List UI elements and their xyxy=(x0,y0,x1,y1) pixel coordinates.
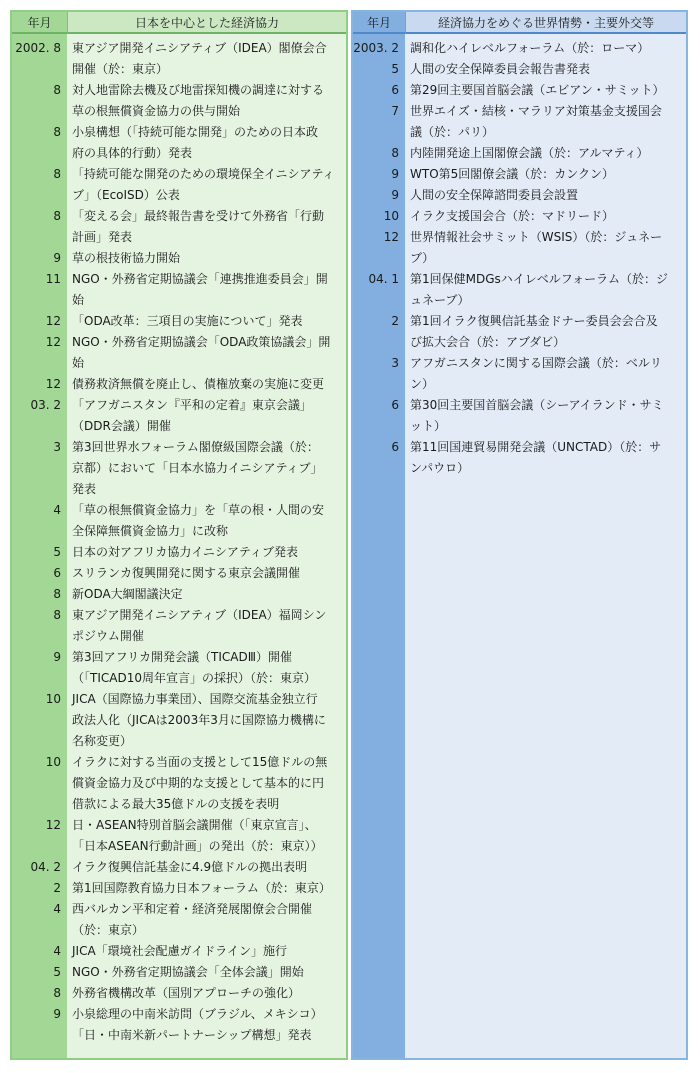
table-row xyxy=(12,1004,346,1046)
table-row xyxy=(12,962,346,983)
table-row xyxy=(12,332,346,374)
event-text-line: 借款による最大35億ドルの支援を表明 xyxy=(72,797,280,811)
year-month-cell: 8 xyxy=(53,608,61,622)
event-text-line: アフガニスタンに関する国際会議（於：ベルリ xyxy=(410,356,662,370)
event-cell xyxy=(67,941,346,962)
event-text-line: 世界情報社会サミット（WSIS）（於：ジュネー xyxy=(410,230,663,244)
event-cell xyxy=(67,437,346,500)
event-text-line: 世界エイズ・結核・マラリア対策基金支援国会 xyxy=(410,104,662,118)
year-month-cell: 5 xyxy=(53,965,61,979)
event-text-line: ポジウム開催 xyxy=(72,629,144,643)
table-row xyxy=(353,395,686,437)
event-text-line: 東アジア開発イニシアティブ（IDEA）福岡シン xyxy=(72,608,327,622)
event-cell xyxy=(67,164,346,206)
event-text-line: 西バルカン平和定着・経済発展閣僚会合開催 xyxy=(72,902,313,916)
event-text-line: 京都）において「日本水協力イニシアティブ」 xyxy=(72,461,323,475)
year-month-cell: 8 xyxy=(53,209,61,223)
year-month-cell: 3 xyxy=(391,356,399,370)
event-text-line: 「アフガニスタン『平和の定着』東京会議」 xyxy=(72,398,312,412)
event-text-line: （DDR会議）開催 xyxy=(72,419,171,433)
table-row xyxy=(12,563,346,584)
event-text-line: 始 xyxy=(72,356,85,370)
year-month-cell: 8 xyxy=(391,146,399,160)
event-cell xyxy=(67,605,346,647)
table-row xyxy=(12,38,346,80)
events-header: 日本を中心とした経済協力 xyxy=(67,12,346,34)
event-cell xyxy=(67,269,346,311)
table-row xyxy=(12,311,346,332)
table-row xyxy=(12,878,346,899)
event-text-line: 小泉総理の中南米訪問（ブラジル、メキシコ） xyxy=(72,1007,323,1021)
event-cell xyxy=(67,395,346,437)
event-text-line: 第1回保健MDGsハイレベルフォーラム（於：ジ xyxy=(410,272,669,286)
year-month-cell: 4 xyxy=(53,902,61,916)
event-text-line: JICA（国際協力事業団）、国際交流基金独立行 xyxy=(72,692,318,706)
table-row xyxy=(12,941,346,962)
event-cell xyxy=(67,815,346,857)
year-month-cell: 9 xyxy=(391,188,399,202)
year-month-cell: 04. 1 xyxy=(368,272,399,286)
year-month-cell: 9 xyxy=(53,251,61,265)
event-text-line: び拡大会合（於：アブダビ） xyxy=(410,335,566,349)
table-row xyxy=(12,206,346,248)
table-row xyxy=(12,605,346,647)
event-text-line: 第3回アフリカ開発会議（TICADⅢ）開催 xyxy=(72,650,293,664)
event-cell xyxy=(67,878,346,899)
table-row xyxy=(353,185,686,206)
year-month-cell: 4 xyxy=(53,944,61,958)
year-month-cell: 5 xyxy=(391,62,399,76)
event-cell xyxy=(405,185,686,206)
event-text-line: 「持続可能な開発のための環境保全イニシアティ xyxy=(72,167,335,181)
event-text-line: イラク復興信託基金に4.9億ドルの拠出表明 xyxy=(72,860,308,874)
event-text-line: 東アジア開発イニシアティブ（IDEA）閣僚会合 xyxy=(72,41,327,55)
table-body xyxy=(12,38,346,1046)
year-month-cell: 12 xyxy=(45,314,61,328)
event-text-line: 内陸開発途上国閣僚会議（於：アルマティ） xyxy=(410,146,649,160)
table-row xyxy=(12,542,346,563)
year-month-cell: 8 xyxy=(53,83,61,97)
table-row xyxy=(12,899,346,941)
event-text-line: ブ） xyxy=(410,251,435,265)
year-month-cell: 04. 2 xyxy=(30,860,61,874)
event-text-line: 草の根無償資金協力の供与開始 xyxy=(72,104,241,118)
table-row xyxy=(12,395,346,437)
event-cell xyxy=(67,647,346,689)
table-row xyxy=(353,437,686,479)
event-text-line: JICA「環境社会配慮ガイドライン」施行 xyxy=(72,944,287,958)
event-text-line: NGO・外務省定期協議会「全体会議」開始 xyxy=(72,965,304,979)
event-text-line: 債務救済無償を廃止し、債権放棄の実施に変更 xyxy=(72,377,325,391)
economic-cooperation-table xyxy=(10,10,348,1060)
event-text-line: （「TICAD10周年宣言」の採択）（於：東京） xyxy=(72,671,316,685)
event-cell xyxy=(67,38,346,80)
year-month-cell: 8 xyxy=(53,986,61,1000)
table-row xyxy=(12,374,346,395)
event-text-line: イラクに対する当面の支援として15億ドルの無 xyxy=(72,755,328,769)
event-cell xyxy=(67,80,346,122)
event-text-line: 「日本ASEAN行動計画」の発出（於：東京）） xyxy=(72,839,323,853)
table-row xyxy=(12,122,346,164)
table-row xyxy=(353,206,686,227)
events-header: 経済協力をめぐる世界情勢・主要外交等 xyxy=(405,12,686,34)
event-text-line: 第1回国際教育協力日本フォーラム（於：東京） xyxy=(72,881,331,895)
year-month-cell: 5 xyxy=(53,545,61,559)
event-text-line: 全保障無償資金協力」に改称 xyxy=(72,524,229,538)
event-cell xyxy=(67,899,346,941)
event-text-line: 第11回国連貿易開発会議（UNCTAD）（於：サ xyxy=(410,440,662,454)
event-text-line: 第3回世界水フォーラム閣僚級国際会議（於： xyxy=(72,440,319,454)
event-cell xyxy=(67,983,346,1004)
year-month-cell: 10 xyxy=(45,755,61,769)
event-cell xyxy=(67,857,346,878)
table-row xyxy=(12,584,346,605)
table-row xyxy=(353,164,686,185)
year-month-cell: 2 xyxy=(53,881,61,895)
event-text-line: ン） xyxy=(410,377,435,391)
year-month-cell: 9 xyxy=(53,1007,61,1021)
event-cell xyxy=(67,122,346,164)
event-text-line: 政法人化（JICAは2003年3月に国際協力機構に xyxy=(72,713,326,727)
event-text-line: 第29回主要国首脳会議（エビアン・サミット） xyxy=(410,83,665,97)
event-text-line: 対人地雷除去機及び地雷探知機の調達に対する xyxy=(72,83,325,97)
event-text-line: ンパウロ） xyxy=(410,461,470,475)
world-affairs-table xyxy=(351,10,688,1060)
event-cell xyxy=(405,206,686,227)
event-cell xyxy=(405,395,686,437)
year-month-cell: 8 xyxy=(53,125,61,139)
event-cell xyxy=(405,311,686,353)
event-text-line: 調和化ハイレベルフォーラム（於：ローマ） xyxy=(410,41,650,55)
event-cell xyxy=(67,500,346,542)
event-cell xyxy=(67,248,346,269)
event-text-line: 計画」発表 xyxy=(72,230,133,244)
event-text-line: 「日・中南米新パートナーシップ構想」発表 xyxy=(72,1028,312,1042)
event-text-line: 「変える会」最終報告書を受けて外務省「行動 xyxy=(72,209,325,223)
year-month-cell: 10 xyxy=(45,692,61,706)
event-text-line: スリランカ復興開発に関する東京会議開催 xyxy=(72,566,301,580)
year-month-cell: 8 xyxy=(53,587,61,601)
year-month-cell: 2002. 8 xyxy=(15,41,61,55)
event-text-line: 「ODA改革：三項目の実施について」発表 xyxy=(72,314,303,328)
event-text-line: （於：東京） xyxy=(72,923,145,937)
year-month-cell: 03. 2 xyxy=(30,398,61,412)
table-row xyxy=(353,227,686,269)
event-text-line: 第1回イラク復興信託基金ドナー委員会会合及 xyxy=(410,314,658,328)
year-month-cell: 12 xyxy=(383,230,399,244)
year-month-cell: 6 xyxy=(391,398,399,412)
event-text-line: 小泉構想（「持続可能な開発」のための日本政 xyxy=(72,125,319,139)
year-month-cell: 2 xyxy=(391,314,399,328)
event-text-line: 「草の根無償資金協力」を「草の根・人間の安 xyxy=(72,503,325,517)
table-row xyxy=(353,143,686,164)
event-cell xyxy=(67,374,346,395)
event-cell xyxy=(67,962,346,983)
event-text-line: 外務省機構改革（国別アプローチの強化） xyxy=(72,986,301,1000)
event-text-line: イラク支援国会合（於：マドリード） xyxy=(410,209,615,223)
event-cell xyxy=(405,143,686,164)
table-row xyxy=(353,59,686,80)
table-row xyxy=(353,311,686,353)
table-row xyxy=(353,38,686,59)
event-cell xyxy=(67,563,346,584)
year-month-cell: 6 xyxy=(391,440,399,454)
year-month-cell: 6 xyxy=(391,83,399,97)
event-cell xyxy=(67,689,346,752)
event-cell xyxy=(405,80,686,101)
table-row xyxy=(353,269,686,311)
table-row xyxy=(12,815,346,857)
event-cell xyxy=(67,542,346,563)
event-text-line: 発表 xyxy=(72,482,97,496)
year-month-cell: 7 xyxy=(391,104,399,118)
table-row xyxy=(12,857,346,878)
event-text-line: 開催（於：東京） xyxy=(72,62,169,76)
event-text-line: ット） xyxy=(410,419,447,433)
event-text-line: ブ」（EcoISD）公表 xyxy=(72,188,180,202)
year-month-cell: 9 xyxy=(391,167,399,181)
event-text-line: WTO第5回閣僚会議（於：カンクン） xyxy=(410,167,615,181)
table-row xyxy=(12,269,346,311)
event-text-line: 始 xyxy=(72,293,85,307)
table-row xyxy=(12,437,346,500)
event-text-line: 人間の安全保障委員会報告書発表 xyxy=(410,62,591,76)
event-cell xyxy=(405,59,686,80)
event-cell xyxy=(67,332,346,374)
event-cell xyxy=(405,269,686,311)
year-month-cell: 3 xyxy=(53,440,61,454)
event-text-line: 議（於：パリ） xyxy=(410,125,495,139)
event-cell xyxy=(67,311,346,332)
table-row xyxy=(353,101,686,143)
event-text-line: ュネーブ） xyxy=(410,293,470,307)
event-text-line: 新ODA大綱閣議決定 xyxy=(72,587,183,601)
event-cell xyxy=(405,227,686,269)
event-text-line: 第30回主要国首脳会議（シーアイランド・サミ xyxy=(410,398,664,412)
year-month-cell: 9 xyxy=(53,650,61,664)
event-text-line: 草の根技術協力開始 xyxy=(72,251,181,265)
event-text-line: 日本の対アフリカ協力イニシアティブ発表 xyxy=(72,545,298,559)
event-cell xyxy=(405,437,686,479)
event-cell xyxy=(67,1004,346,1046)
event-text-line: NGO・外務省定期協議会「連携推進委員会」開 xyxy=(72,272,328,286)
table-row xyxy=(12,248,346,269)
event-text-line: 府の具体的行動）発表 xyxy=(72,146,193,160)
table-row xyxy=(12,500,346,542)
year-month-header: 年月 xyxy=(353,12,405,34)
table-row xyxy=(12,80,346,122)
year-month-cell: 2003. 2 xyxy=(353,41,399,55)
event-cell xyxy=(405,353,686,395)
event-text-line: 人間の安全保障諮問委員会設置 xyxy=(410,188,579,202)
event-text-line: 償資金協力及び中期的な支援として基本的に円 xyxy=(72,776,325,790)
event-cell xyxy=(67,584,346,605)
table-row xyxy=(12,689,346,752)
year-month-cell: 12 xyxy=(45,377,61,391)
event-cell xyxy=(405,164,686,185)
table-row xyxy=(12,164,346,206)
table-row xyxy=(12,647,346,689)
event-cell xyxy=(405,101,686,143)
year-month-cell: 12 xyxy=(45,818,61,832)
event-cell xyxy=(405,38,686,59)
year-month-cell: 4 xyxy=(53,503,61,517)
table-body xyxy=(353,38,686,479)
event-text-line: 日・ASEAN特別首脳会議開催（「東京宣言」、 xyxy=(72,818,317,832)
event-cell xyxy=(67,752,346,815)
year-month-header: 年月 xyxy=(12,12,67,34)
event-text-line: 名称変更） xyxy=(72,734,133,748)
table-row xyxy=(353,353,686,395)
year-month-cell: 6 xyxy=(53,566,61,580)
year-month-cell: 8 xyxy=(53,167,61,181)
year-month-cell: 12 xyxy=(45,335,61,349)
year-month-cell: 10 xyxy=(383,209,399,223)
year-month-cell: 11 xyxy=(45,272,61,286)
table-row xyxy=(12,752,346,815)
table-row xyxy=(12,983,346,1004)
event-cell xyxy=(67,206,346,248)
event-text-line: NGO・外務省定期協議会「ODA政策協議会」開 xyxy=(72,335,331,349)
table-row xyxy=(353,80,686,101)
